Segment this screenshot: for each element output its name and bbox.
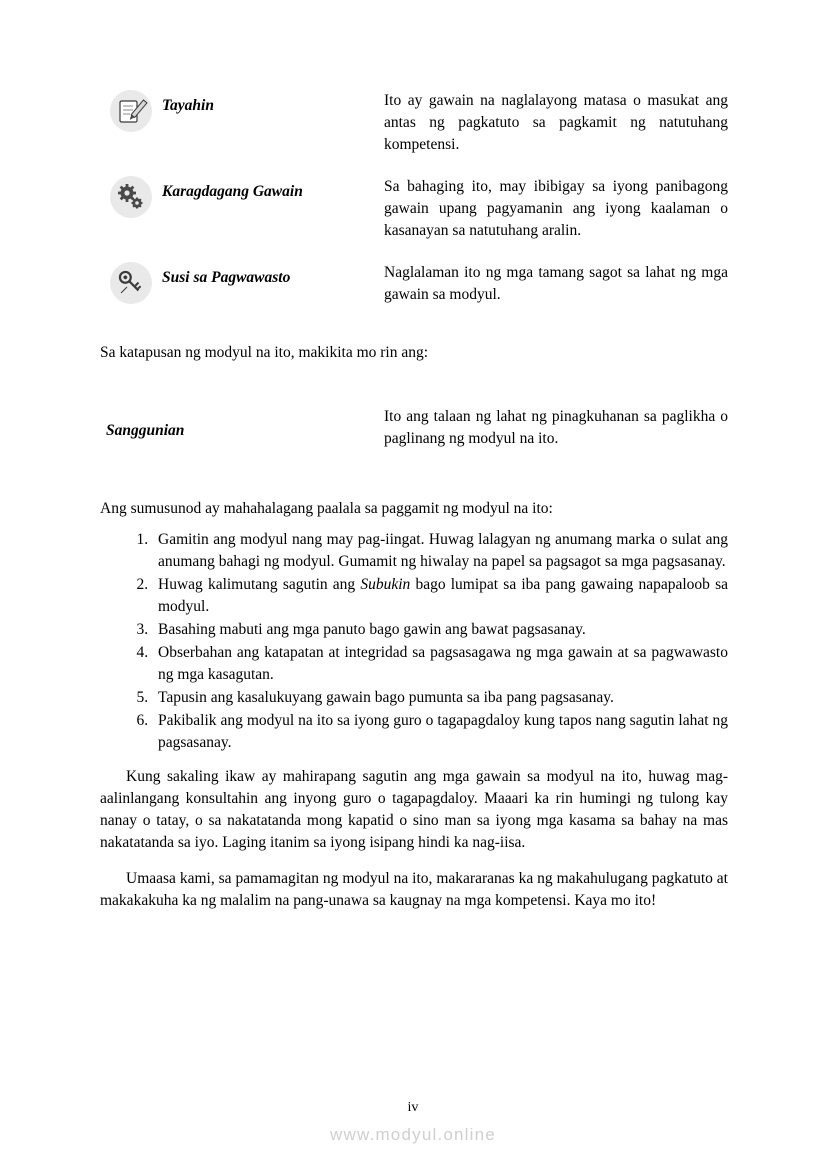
list-item <box>152 619 728 641</box>
legend-description: Sa bahaging ito, may ibibigay sa iyong panibagong gawain upang pagyamanin ang iyong kaalaman o kasanayan sa natutuhang aralin. <box>384 178 728 239</box>
sanggunian-label: Sanggunian <box>106 422 185 440</box>
legend-description: Naglalaman ito ng mga tamang sagot sa lahat ng mga gawain sa modyul. <box>384 264 728 303</box>
closing-paragraph-1: Kung sakaling ikaw ay mahirapang sagutin ang mga gawain sa modyul na ito, huwag mag-aalinlangang konsultahin ang inyong guro o tagapagdaloy. Maaari ka rin humingi ng tulong kay nanay o tatay, o sa nakatatanda mong kapatid o sino man sa iyong mga kasama sa bahay na mas nakatatanda sa iyo. Laging itanim sa iyong isipang hindi ka nag-iisa. <box>100 767 728 851</box>
reminder-text-italic: Subukin <box>360 575 411 593</box>
legend-label: Karagdagang Gawain <box>162 183 303 200</box>
watermark: www.modyul.online <box>330 1125 496 1144</box>
reminder-text-post: bago lumipat sa iba pang gawaing napapaloob sa modyul. <box>158 575 728 615</box>
legend-row <box>100 174 728 242</box>
legend-row <box>100 260 728 306</box>
reminders-list <box>100 529 728 754</box>
reminder-text-pre: Tapusin ang kasalukuyang gawain bago pumunta sa iba pang pagsasanay. <box>158 688 614 706</box>
closing-paragraph-2: Umaasa kami, sa pamamagitan ng modyul na ito, makararanas ka ng makahulugang pagkatuto at makakakuha ka ng malalim na pang-unawa sa kaugnay na mga kompetensi. Kaya mo ito! <box>100 869 728 909</box>
pencil-assess-icon <box>110 90 152 132</box>
legend-label: Susi sa Pagwawasto <box>162 269 291 286</box>
reminder-text-pre: Huwag kalimutang sagutin ang <box>158 575 361 593</box>
legend-label: Tayahin <box>162 97 214 114</box>
mid-note: Sa katapusan ng modyul na ito, makikita mo rin ang: <box>100 344 429 361</box>
reminders-intro: Ang sumusunod ay mahahalagang paalala sa paggamit ng modyul na ito: <box>100 500 553 518</box>
reminder-text-pre: Obserbahan ang katapatan at integridad sa pagsasagawa ng mga gawain at sa pagwawasto ng mga kasagutan. <box>158 643 728 683</box>
page-number: iv <box>407 1100 419 1115</box>
gears-icon <box>110 176 152 218</box>
list-item <box>152 710 728 754</box>
reminder-text-pre: Pakibalik ang modyul na ito sa iyong guro o tagapagdaloy kung tapos nang sagutin lahat ng pagsasanay. <box>158 711 728 751</box>
list-item <box>152 642 728 686</box>
key-icon <box>110 262 152 304</box>
legend-row <box>100 88 728 156</box>
reminder-text-pre: Gamitin ang modyul nang may pag-iingat. Huwag lalagyan ng anumang marka o sulat ang anumang bahagi ng modyul. Gumamit ng hiwalay na papel sa pagsagot sa mga pagsasanay. <box>158 530 728 570</box>
page-content <box>100 88 728 912</box>
legend-icon-cell <box>100 174 162 218</box>
legend-description: Ito ay gawain na naglalayong matasa o masukat ang antas ng pagkatuto sa pagkamit ng natutuhang kompetensi. <box>384 92 728 153</box>
reminder-text-pre: Basahing mabuti ang mga panuto bago gawin ang bawat pagsasanay. <box>158 620 586 638</box>
list-item <box>152 687 728 709</box>
sanggunian-description: Ito ang talaan ng lahat ng pinagkuhanan sa paglikha o paglinang ng modyul na ito. <box>384 408 728 448</box>
list-item <box>152 574 728 618</box>
legend-icon-cell <box>100 88 162 132</box>
list-item <box>152 529 728 573</box>
sanggunian-row <box>100 406 728 450</box>
legend-icon-cell <box>100 260 162 304</box>
